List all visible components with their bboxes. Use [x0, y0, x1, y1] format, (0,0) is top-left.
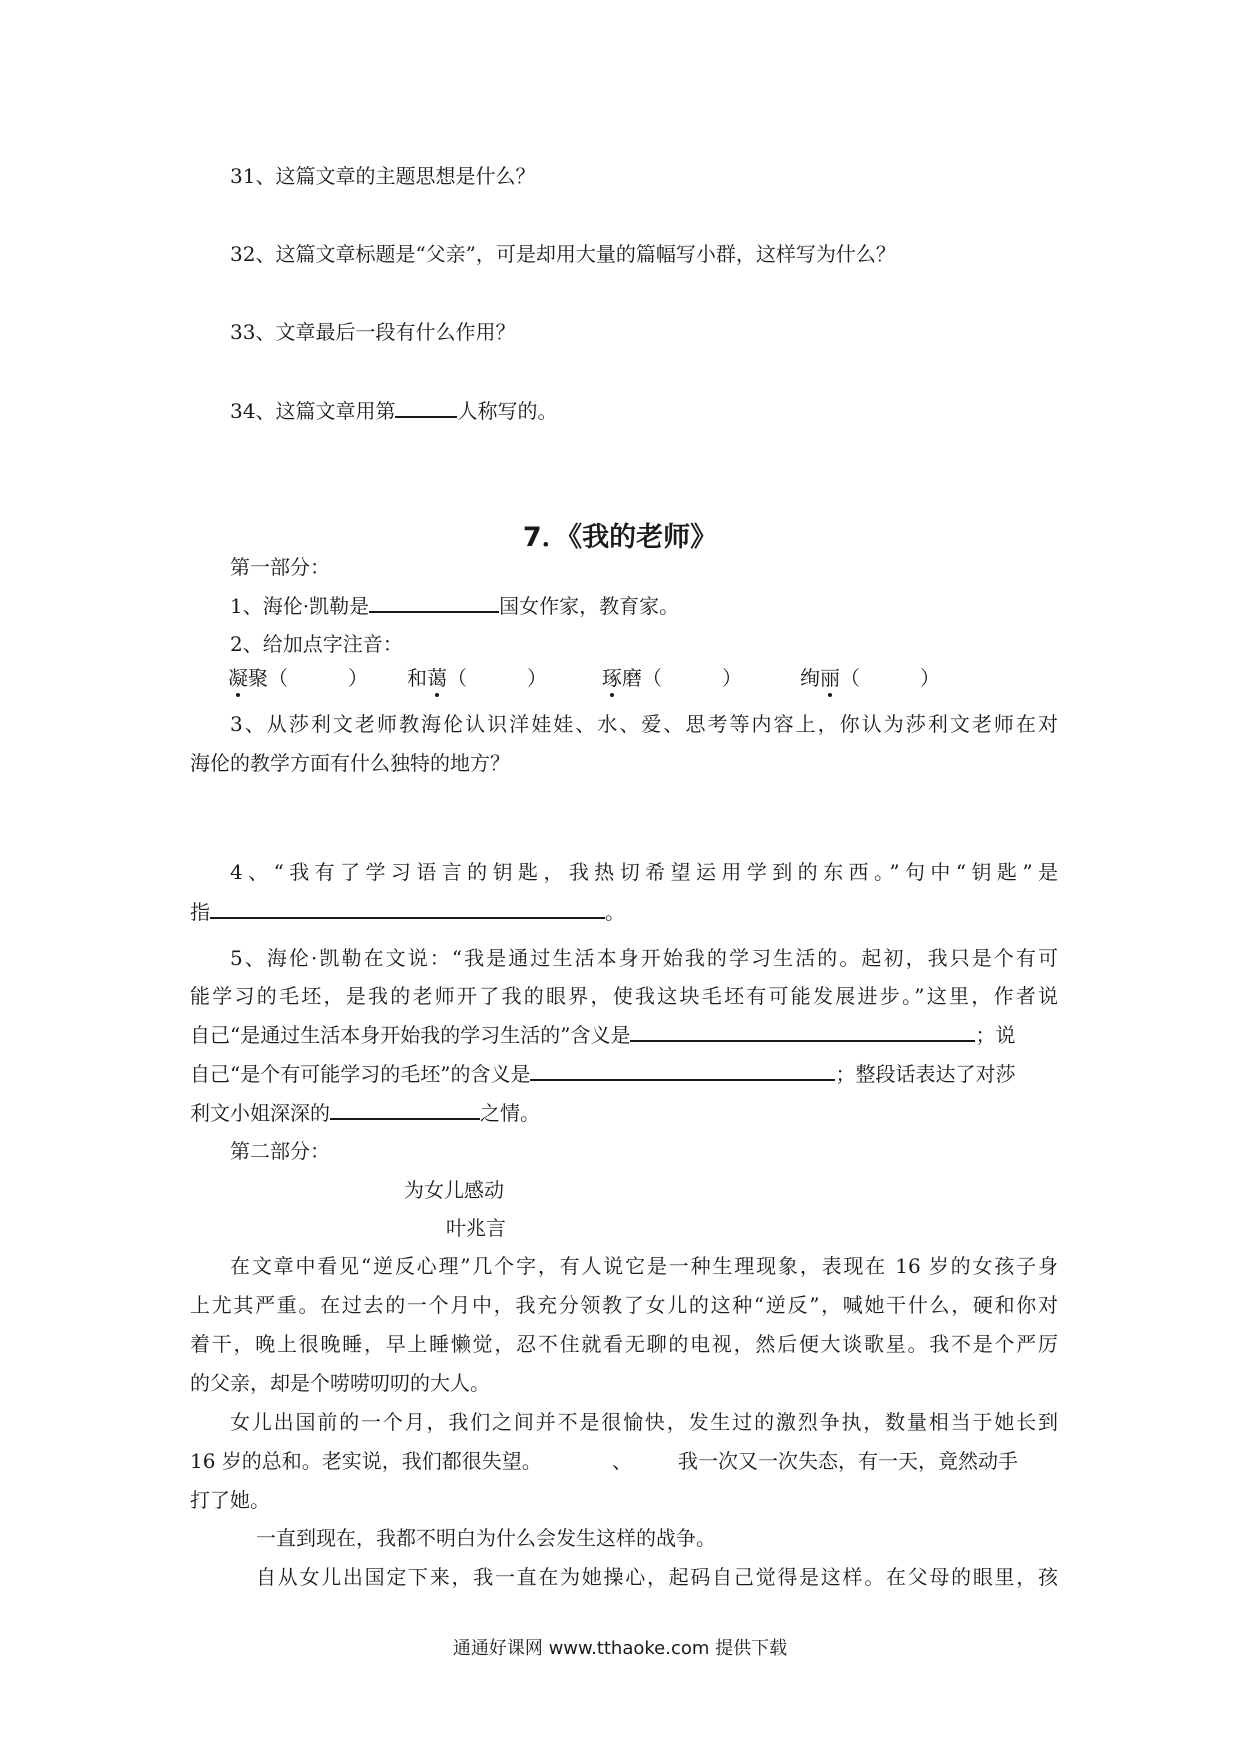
part1-question-4-line-1: 4、“我有了学习语言的钥匙，我热切希望运用学到的东西。”句中“钥匙”是 [230, 860, 1058, 884]
article-author: 叶兆言 [446, 1216, 506, 1240]
q5-line4-suffix: ；整段话表达了对莎 [835, 1062, 1016, 1086]
question-34 [230, 400, 557, 421]
pinyin-item-4 [800, 668, 940, 688]
part1-question-5-line-5 [190, 1102, 540, 1123]
q5-line3-prefix: 自己“是通过生活本身开始我的学习生活的”含义是 [190, 1023, 631, 1047]
paragraph-1-line-4: 的父亲，却是个唠唠叨叨的大人。 [190, 1371, 490, 1395]
pinyin-paren: （ ） [447, 666, 547, 690]
paragraph-3: 一直到现在，我都不明白为什么会发生这样的战争。 [256, 1526, 716, 1550]
answer-blank [530, 1063, 835, 1081]
answer-blank [369, 595, 499, 613]
q5-line4-prefix: 自己“是个有可能学习的毛坯”的含义是 [190, 1062, 531, 1086]
plain-char: 和 [407, 666, 427, 690]
part1-question-1 [230, 595, 679, 616]
part1-question-5-line-3 [190, 1024, 1015, 1045]
paragraph-4-line-1: 自从女儿出国定下来，我一直在为她操心，起码自己觉得是这样。在父母的眼里，孩 [256, 1565, 1058, 1589]
paragraph-2-line-3: 打了她。 [190, 1488, 270, 1512]
part1-question-5-line-4 [190, 1063, 1015, 1084]
dotted-char: 丽 [820, 666, 840, 690]
part1-question-4-line-2 [190, 901, 625, 922]
pinyin-item-1 [228, 668, 368, 688]
dotted-char: 凝 [228, 666, 248, 690]
plain-char: 绚 [800, 666, 820, 690]
paragraph-2-line-2a: 16 岁的总和。老实说，我们都很失望。 [190, 1449, 542, 1473]
pinyin-paren: 聚（ ） [248, 666, 368, 690]
section-title: 7．《我的老师》 [522, 522, 718, 553]
q1-prefix: 1、海伦·凯勒是 [230, 594, 370, 618]
paragraph-2-line-2c: 我一次又一次失态，有一天，竟然动手 [678, 1449, 1018, 1473]
q4-prefix: 指 [190, 900, 210, 924]
part1-question-5-line-1: 5、海伦·凯勒在文说：“我是通过生活本身开始我的学习生活的。起初，我只是个有可 [230, 946, 1058, 970]
question-34-suffix: 人称写的。 [457, 399, 558, 423]
q5-line5-suffix: 之情。 [480, 1101, 540, 1125]
pinyin-item-3 [602, 668, 742, 688]
part1-question-3-line-2: 海伦的教学方面有什么独特的地方？ [190, 751, 510, 775]
question-31: 31、这篇文章的主题思想是什么？ [230, 164, 536, 188]
part2-heading: 第二部分： [230, 1139, 330, 1163]
q5-line5-prefix: 利文小姐深深的 [190, 1101, 330, 1125]
q5-line3-suffix: ；说 [975, 1023, 1016, 1047]
question-33: 33、文章最后一段有什么作用？ [230, 320, 516, 344]
page-footer: 通通好课网 www.tthaoke.com 提供下载 [452, 1638, 788, 1659]
part1-heading: 第一部分： [230, 555, 330, 579]
paragraph-2-line-1: 女儿出国前的一个月，我们之间并不是很愉快，发生过的激烈争执，数量相当于她长到 [230, 1410, 1058, 1434]
question-32: 32、这篇文章标题是“父亲”，可是却用大量的篇幅写小群，这样写为什么？ [230, 242, 896, 266]
dotted-char: 琢 [602, 666, 622, 690]
q1-suffix: 国女作家，教育家。 [499, 594, 680, 618]
dotted-char: 蔼 [427, 666, 447, 690]
pinyin-item-2 [407, 668, 547, 688]
paragraph-1-line-2: 上尤其严重。在过去的一个月中，我充分领教了女儿的这种“逆反”，喊她干什么，硬和你对 [190, 1293, 1058, 1317]
paragraph-1-line-3: 着干，晚上很晚睡，早上睡懒觉，忍不住就看无聊的电视，然后便大谈歌星。我不是个严厉 [190, 1332, 1058, 1356]
answer-blank [630, 1024, 975, 1042]
pinyin-paren: （ ） [840, 666, 940, 690]
part1-question-2: 2、给加点字注音： [230, 632, 403, 656]
part1-question-3-line-1: 3、从莎利文老师教海伦认识洋娃娃、水、爱、思考等内容上，你认为莎利文老师在对 [230, 712, 1058, 736]
part1-question-5-line-2: 能学习的毛坯，是我的老师开了我的眼界，使我这块毛坯有可能发展进步。”这里，作者说 [190, 984, 1058, 1008]
paragraph-1-line-1: 在文章中看见“逆反心理”几个字，有人说它是一种生理现象，表现在 16 岁的女孩子身 [230, 1254, 1058, 1278]
q4-suffix: 。 [605, 900, 625, 924]
answer-blank [330, 1102, 480, 1120]
article-title: 为女儿感动 [404, 1178, 504, 1202]
answer-blank [210, 901, 605, 919]
answer-blank [395, 400, 457, 418]
paragraph-2-line-2b: 、 [612, 1449, 632, 1473]
question-34-prefix: 34、这篇文章用第 [230, 399, 396, 423]
pinyin-paren: 磨（ ） [622, 666, 742, 690]
